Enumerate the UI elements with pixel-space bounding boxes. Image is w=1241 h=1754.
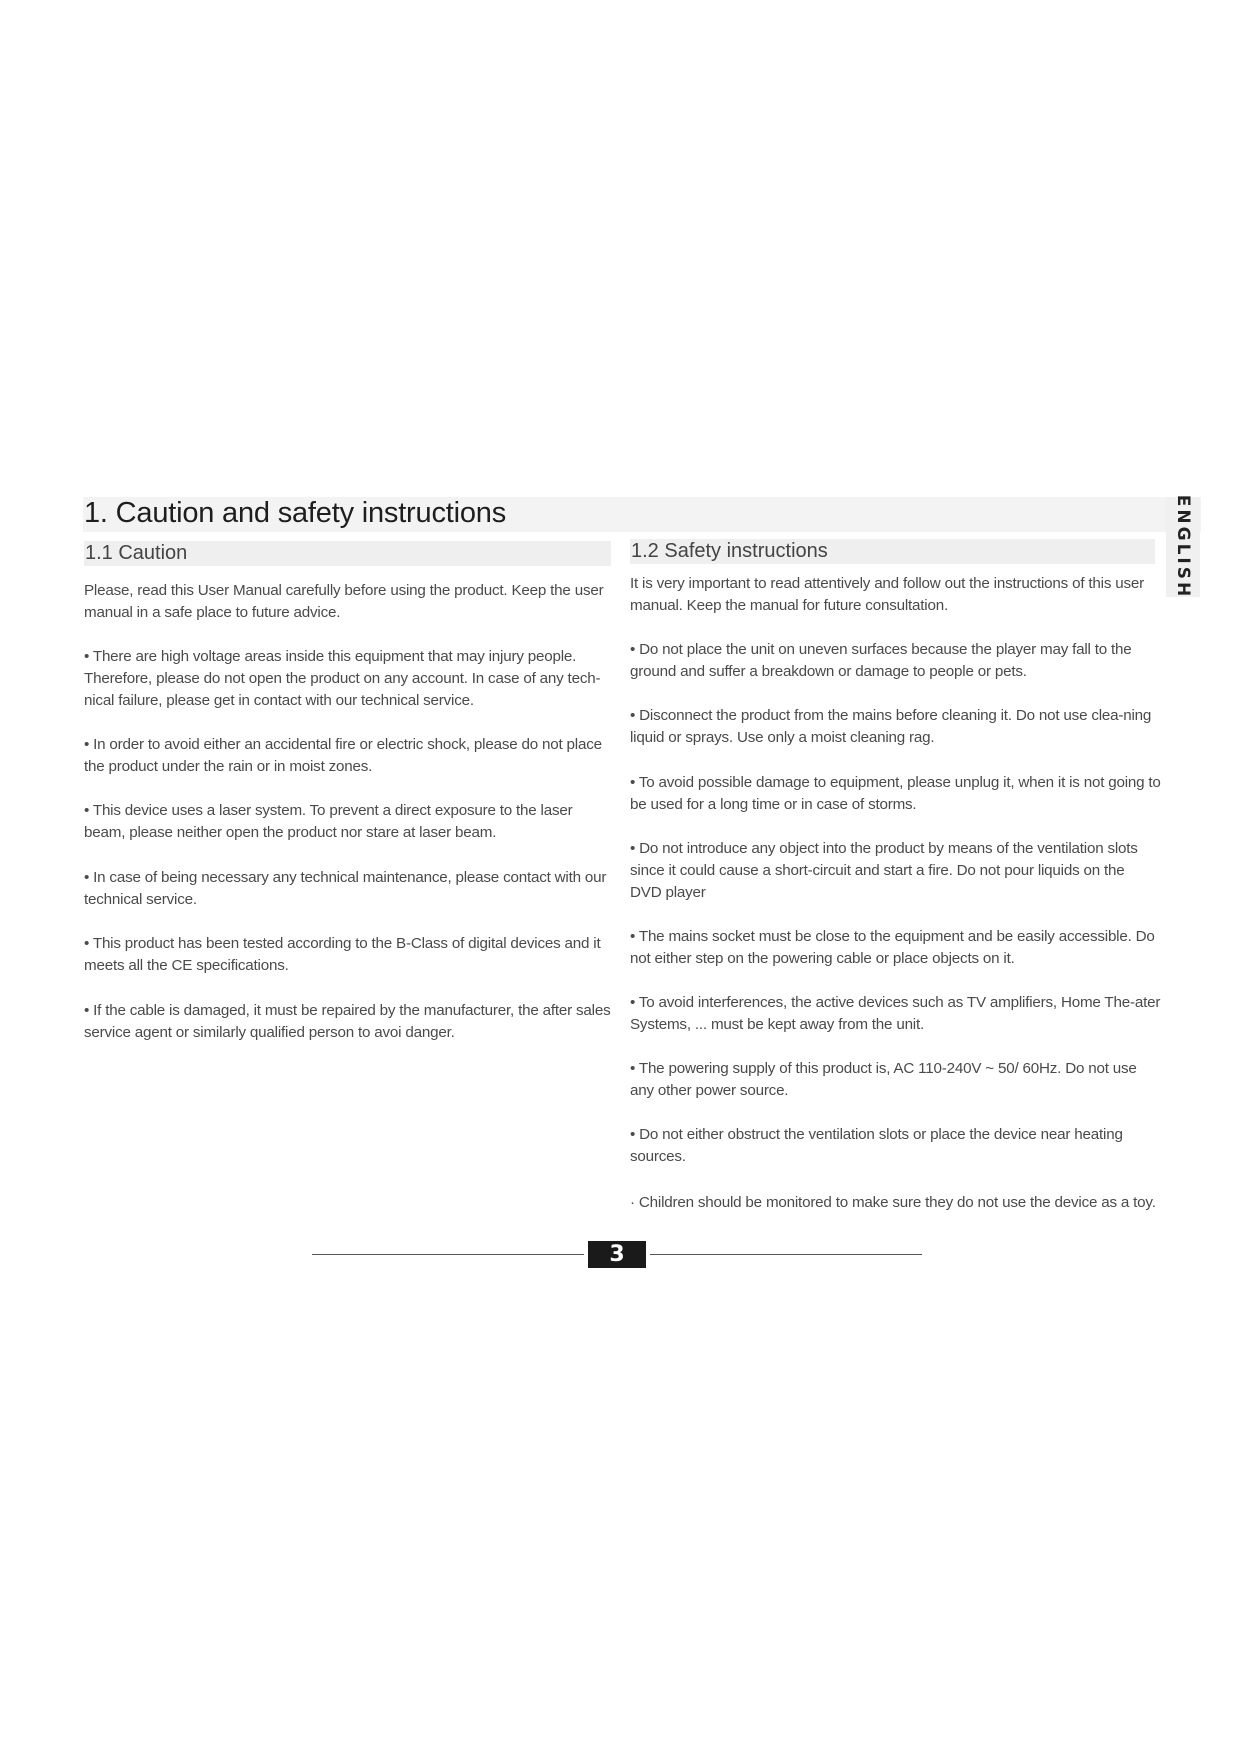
footer-rule-left bbox=[312, 1254, 584, 1255]
list-item: • If the cable is damaged, it must be repaired by the manufacturer, the after sales service agent or similarly qualified person to avoi danger. bbox=[84, 1002, 611, 1041]
page-number: 3 bbox=[588, 1241, 646, 1268]
list-item: • To avoid interferences, the active devices such as TV amplifiers, Home The-ater Systems, ... must be kept away from the unit. bbox=[630, 994, 1161, 1033]
list-item: • This product has been tested according to the B-Class of digital devices and it meets all the CE specifications. bbox=[84, 935, 601, 974]
list-item: • The mains socket must be close to the equipment and be easily accessible. Do not either step on the powering cable or place objects on it. bbox=[630, 928, 1155, 967]
paragraph: Please, read this User Manual carefully before using the product. Keep the user manual in a safe place to future advice. bbox=[84, 582, 604, 621]
list-item: • This device uses a laser system. To prevent a direct exposure to the laser beam, please neither open the product nor stare at laser beam. bbox=[84, 802, 573, 841]
section-heading-caution: 1.1 Caution bbox=[84, 541, 611, 566]
list-item: • The powering supply of this product is, AC 110-240V ~ 50/ 60Hz. Do not use any other power source. bbox=[630, 1060, 1137, 1099]
list-item: • To avoid possible damage to equipment, please unplug it, when it is not going to be used for a long time or in case of storms. bbox=[630, 774, 1161, 813]
list-item: • In order to avoid either an accidental fire or electric shock, please do not place the product under the rain or in moist zones. bbox=[84, 736, 602, 775]
list-item: • Do not place the unit on uneven surfaces because the player may fall to the ground and suffer a breakdown or damage to people or pets. bbox=[630, 641, 1132, 680]
list-item: · Children should be monitored to make sure they do not use the device as a toy. bbox=[630, 1194, 1156, 1211]
list-item: • Do not introduce any object into the product by means of the ventilation slots since it could cause a short-circuit and start a fire. Do not pour liquids on the DVD player bbox=[630, 840, 1138, 901]
section-heading-safety: 1.2 Safety instructions bbox=[630, 539, 1155, 564]
list-item: • In case of being necessary any technical maintenance, please contact with our technical service. bbox=[84, 869, 607, 908]
paragraph: It is very important to read attentively and follow out the instructions of this user manual. Keep the manual for future consultation. bbox=[630, 575, 1144, 614]
language-tab-label: ENGLISH bbox=[1173, 494, 1193, 600]
footer-rule-right bbox=[650, 1254, 922, 1255]
list-item: • There are high voltage areas inside this equipment that may injury people. Therefore, please do not open the product on any account. In case of any tech-nical failure, please get in contact with our technical service. bbox=[84, 648, 601, 709]
page-title: 1. Caution and safety instructions bbox=[84, 497, 506, 529]
list-item: • Disconnect the product from the mains before cleaning it. Do not use clea-ning liquid or sprays. Use only a moist cleaning rag. bbox=[630, 707, 1152, 746]
list-item: • Do not either obstruct the ventilation slots or place the device near heating sources. bbox=[630, 1126, 1123, 1165]
